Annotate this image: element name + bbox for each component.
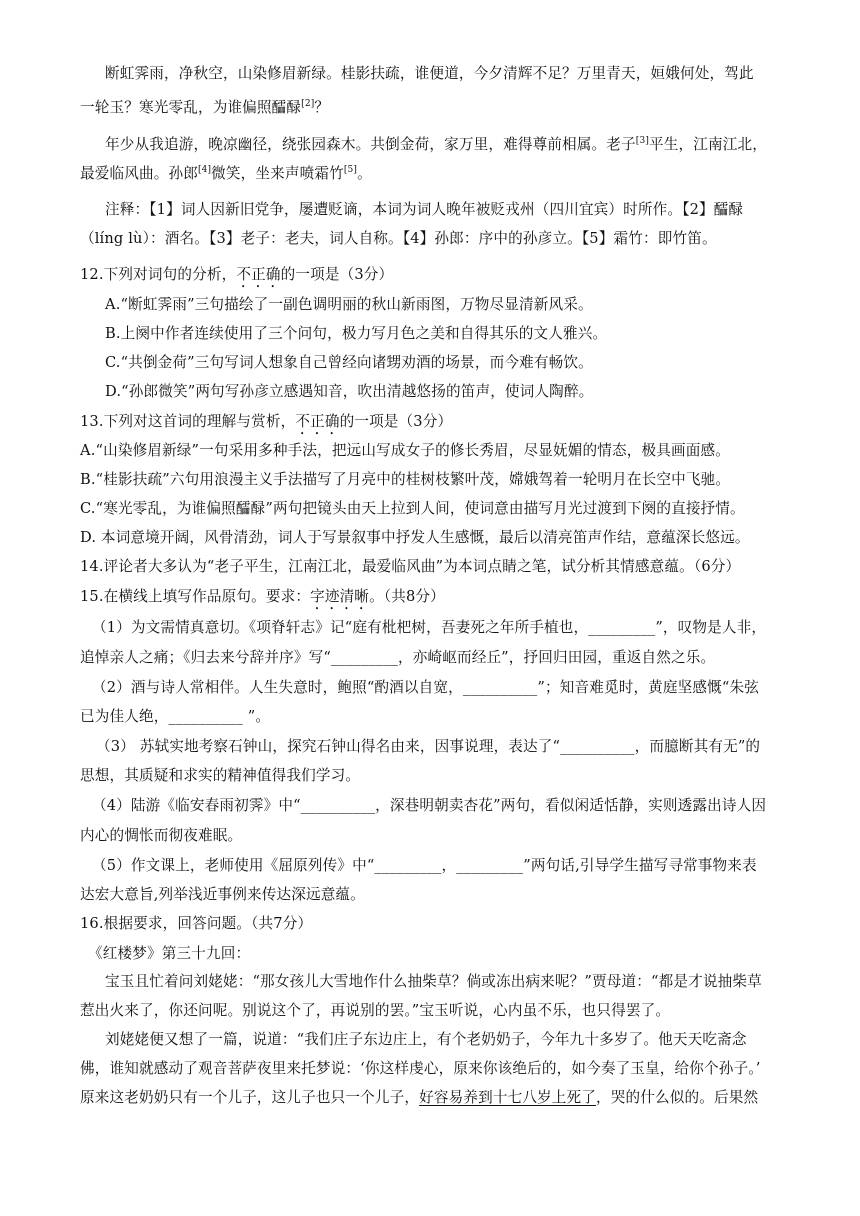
poem-text: 年少从我追游，晚凉幽径，绕张园森木。共倒金荷，家万里，难得尊前相属。老子 — [105, 136, 636, 153]
annotation-line: （líng lù）：酒名。【3】老子：老夫，词人自称。【4】孙郎：序中的孙彦立。【5】霜竹：即竹笛。 — [80, 230, 717, 247]
annotation-line: 注释：【1】词人因新旧党争，屡遭贬谪，本词为词人晚年被贬戎州（四川宜宾）时所作。【2】醽醁 — [105, 201, 744, 218]
fill-blank-item-4-cont: 内心的惆怅而彻夜难眠。 — [80, 827, 243, 844]
question-12-stem — [80, 265, 393, 291]
option-d: D.“孙郎微笑”两句写孙彦立感遇知音，吹出清越悠扬的笛声，使词人陶醉。 — [105, 383, 594, 400]
underlined-phrase: 好容易养到十七八岁上死了 — [419, 1089, 597, 1106]
footnote-mark: [4] — [197, 165, 212, 175]
excerpt-line: 宝玉且忙着问刘姥姥：“那女孩儿大雪地作什么抽柴草？倘或冻出病来呢？”贾母道：“都是才说抽柴草 — [105, 973, 762, 990]
option-a: A.“山染修眉新绿”一句采用多种手法，把远山写成女子的修长秀眉，尽显妩媚的情态，极具画面感。 — [80, 442, 730, 459]
option-b: B.上阕中作者连续使用了三个问句，极力写月色之美和自得其乐的文人雅兴。 — [105, 325, 608, 342]
fill-blank-item-3: （3） 苏轼实地考察石钟山，探究石钟山得名由来，因事说理，表达了“__________，而臆断其有无”的 — [96, 738, 761, 755]
poem-line — [80, 94, 329, 118]
poem-text: 。 — [357, 165, 372, 182]
excerpt-line: 刘姥姥便又想了一篇，说道：“我们庄子东边庄上，有个老奶奶子，今年九十多岁了。他天天吃斋念 — [105, 1031, 747, 1048]
poem-line — [80, 160, 372, 184]
fill-blank-item-1: （1）为文需情真意切。《项脊轩志》记“庭有枇杷树，吾妻死之年所手植也，_________”，叹物是人非， — [92, 619, 767, 636]
question-16-stem: 16.根据要求，回答问题。（共7分） — [80, 915, 313, 932]
emphasis-text: 字迹清晰 — [310, 588, 370, 605]
footnote-mark: [5] — [343, 165, 358, 175]
fill-blank-item-2: （2）酒与诗人常相伴。人生失意时，鲍照“酌酒以自宽，__________”；知音难觅时，黄庭坚感慨“朱弦 — [92, 679, 760, 696]
poem-text: 一轮玉？寒光零乱，为谁偏照醽醁 — [80, 99, 302, 116]
excerpt-line: 惹出火来了，你还问呢。别说这个了，再说别的罢。”宝玉听说，心内虽不乐，也只得罢了。 — [80, 1002, 671, 1019]
poem-text: 微笑，坐来声喷霜竹 — [211, 165, 344, 182]
option-c: C.“寒光零乱，为谁偏照醽醁”两句把镜头由天上拉到人间，使词意由描写月光过渡到下阕的直接抒情。 — [80, 500, 745, 517]
poem-text: 平生，江南江北， — [648, 136, 767, 153]
fill-blank-item-2-cont: 已为佳人绝，__________ ”。 — [80, 708, 271, 725]
poem-text: 最爱临风曲。孙郎 — [80, 165, 198, 182]
excerpt-text: 原来这老奶奶只有一个儿子，这儿子也只一个儿子， — [80, 1089, 420, 1106]
fill-blank-item-1-cont: 追悼亲人之痛；《归去来兮辞并序》写“_________，亦崎岖而经丘”，抒回归田园，重返自然之乐。 — [80, 649, 716, 666]
option-b: B.“桂影扶疏”六句用浪漫主义手法描写了月亮中的桂树枝繁叶茂，嫦娥驾着一轮明月在长空中飞驰。 — [80, 471, 731, 488]
question-13-stem — [80, 412, 452, 438]
emphasis-text: 不正确 — [295, 413, 340, 430]
poem-line — [105, 131, 767, 155]
stem-text: 的一项是（3分） — [339, 413, 453, 430]
footnote-mark: [2] — [301, 99, 315, 109]
stem-text: 15.在横线上填写作品原句。要求： — [80, 588, 311, 605]
poem-text: ？ — [314, 99, 330, 116]
question-15-stem — [80, 587, 445, 613]
stem-text: 。（共8分） — [369, 588, 445, 605]
excerpt-line: 佛，谁知就感动了观音菩萨夜里来托梦说：‘你这样虔心，原来你该绝后的，如今奏了玉皇，给你个孙子。’ — [80, 1060, 761, 1077]
fill-blank-item-5-cont: 达宏大意旨,列举浅近事例来传达深远意蕴。 — [80, 886, 365, 903]
poem-line: 断虹霁雨，净秋空，山染修眉新绿。桂影扶疏，谁便道，今夕清辉不足？万里青天，姮娥何处，驾此 — [105, 65, 754, 82]
excerpt-source: 《红楼梦》第三十九回： — [88, 945, 251, 962]
fill-blank-item-5: （5）作文课上，老师使用《屈原列传》中“_________，_________”两句话,引导学生描写寻常事物来表 — [92, 857, 757, 874]
emphasis-text: 不正确 — [236, 266, 281, 283]
fill-blank-item-3-cont: 思想，其质疑和求实的精神值得我们学习。 — [80, 767, 361, 784]
stem-text: 的一项是（3分） — [280, 266, 394, 283]
option-c: C.“共倒金荷”三句写词人想象自己曾经向诸甥劝酒的场景，而今难有畅饮。 — [105, 354, 593, 371]
option-d: D. 本词意境开阔，风骨清劲，词人于写景叙事中抒发人生感慨，最后以清亮笛声作结，意蕴深长悠远。 — [80, 529, 750, 546]
question-14-stem: 14.评论者大多认为“老子平生，江南江北，最爱临风曲”为本词点睛之笔，试分析其情感意蕴。（6分） — [80, 558, 741, 575]
excerpt-text: ，哭的什么似的。后果然 — [596, 1089, 759, 1106]
stem-text: 12.下列对词句的分析， — [80, 266, 237, 283]
excerpt-line — [80, 1088, 758, 1108]
option-a: A.“断虹霁雨”三句描绘了一副色调明丽的秋山新雨图，万物尽显清新风采。 — [105, 296, 593, 313]
footnote-mark: [3] — [635, 136, 649, 146]
fill-blank-item-4: （4）陆游《临安春雨初霁》中“__________，深巷明朝卖杏花”两句，看似闲适恬静，实则透露出诗人因 — [92, 797, 767, 814]
stem-text: 13.下列对这首词的理解与赏析， — [80, 413, 296, 430]
